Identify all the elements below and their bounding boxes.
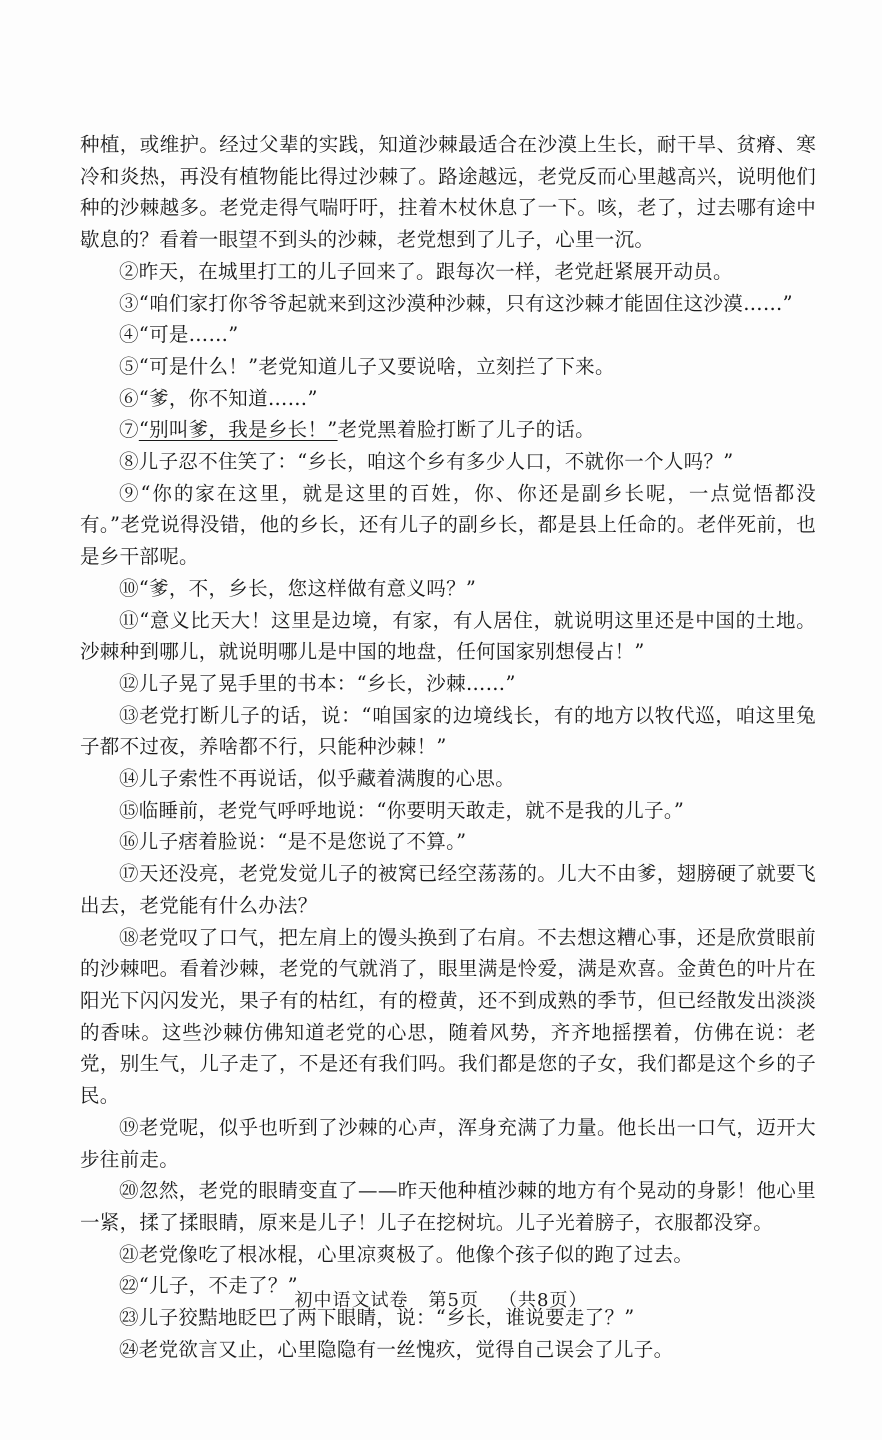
paragraph-15: ⑮临睡前，老党气呼呼地说：“你要明天敢走，就不是我的儿子。”: [119, 798, 685, 822]
paragraph-5: ⑤“可是什么！”老党知道儿子又要说啥，立刻拦了下来。: [119, 354, 615, 378]
paragraph-4: ④“可是……”: [119, 323, 239, 347]
paragraph-2: ②昨天，在城里打工的儿子回来了。跟每次一样，老党赶紧展开动员。: [119, 259, 733, 283]
paragraph-22: ㉒“儿子，不走了？”: [119, 1274, 298, 1298]
paragraph-20: ⑳忽然，老党的眼睛变直了——昨天他种植沙棘的地方有个晃动的身影！他心里一紧，揉了揉眼睛，原来是儿子！儿子在挖树坑。儿子光着膀子，衣服都没穿。: [80, 1179, 816, 1234]
paragraph-18: ⑱老党叹了口气，把左肩上的馒头换到了右肩。不去想这糟心事，还是欣赏眼前的沙棘吧。看着沙棘，老党的气就消了，眼里满是怜爱，满是欢喜。金黄色的叶片在阳光下闪闪发光，果子有的枯红，有的橙黄，还不到成熟的季节，但已经散发出淡淡的香味。这些沙棘仿佛知道老党的心思，随着风势，齐齐地摇摆着，仿佛在说：老党，别生气，儿子走了，不是还有我们吗。我们都是您的子女，我们都是这个乡的子民。: [80, 925, 816, 1108]
paragraph-13: ⑬老党打断儿子的话，说：“咱国家的边境线长，有的地方以牧代巡，咱这里兔子都不过夜，养啥都不行，只能种沙棘！”: [80, 703, 816, 759]
paragraph-3: ③“咱们家打你爷爷起就来到这沙漠种沙棘，只有这沙棘才能固住这沙漠……”: [119, 291, 793, 315]
paragraph-1-continuation: 种植，或维护。经过父辈的实践，知道沙棘最适合在沙漠上生长，耐干旱、贫瘠、寒冷和炎热，再没有植物能比得过沙棘了。路途越远，老党反而心里越高兴，说明他们种的沙棘越多。老党走得气喘吁吁，拄着木杖休息了一下。咳，老了，过去哪有途中歇息的？看着一眼望不到头的沙棘，老党想到了儿子，心里一沉。: [80, 133, 816, 252]
paragraph-17: ⑰天还没亮，老党发觉儿子的被窝已经空荡荡的。儿大不由爹，翅膀硬了就要飞出去，老党能有什么办法？: [80, 862, 816, 917]
paragraph-7-rest: 老党黑着脸打断了儿子的话。: [337, 418, 595, 442]
footer-page-number: 第5页: [428, 1290, 479, 1311]
article-body: [80, 129, 816, 1365]
footer-title: 初中语文试卷: [294, 1290, 409, 1311]
paragraph-6: ⑥“爹，你不知道……”: [119, 386, 318, 410]
paragraph-21: ㉑老党像吃了根冰棍，心里凉爽极了。他像个孩子似的跑了过去。: [119, 1242, 694, 1266]
underlined-quote: “别叫爹，我是乡长！”: [138, 418, 338, 442]
paragraph-19: ⑲老党呢，似乎也听到了沙棘的心声，浑身充满了力量。他长出一口气，迈开大步往前走。: [80, 1115, 816, 1171]
paragraph-11: ⑪“意义比天大！这里是边境，有家，有人居住，就说明这里还是中国的土地。沙棘种到哪儿，就说明哪儿是中国的地盘，任何国家别想侵占！”: [80, 608, 816, 664]
paragraph-10: ⑩“爹，不，乡长，您这样做有意义吗？”: [119, 576, 477, 600]
paragraph-24: ㉔老党欲言又止，心里隐隐有一丝愧疚，觉得自己误会了儿子。: [119, 1337, 674, 1361]
footer-total-pages: （共8页）: [499, 1290, 588, 1311]
paragraph-16: ⑯儿子痞着脸说：“是不是您说了不算。”: [119, 830, 467, 854]
paragraph-8: ⑧儿子忍不住笑了：“乡长，咱这个乡有多少人口，不就你一个人吗？”: [119, 450, 734, 474]
paragraph-9: ⑨“你的家在这里，就是这里的百姓，你、你还是副乡长呢，一点觉悟都没有。”老党说得没错，他的乡长，还有儿子的副乡长，都是县上任命的。老伴死前，也是乡干部呢。: [80, 481, 816, 569]
page-footer: [0, 1286, 882, 1312]
paragraph-12: ⑫儿子晃了晃手里的书本：“乡长，沙棘……”: [119, 671, 516, 695]
paragraph-7-marker: ⑦: [119, 418, 139, 442]
paragraph-7: [80, 414, 816, 446]
paragraph-23: ㉓儿子狡黠地眨巴了两下眼睛，说：“乡长，谁说要走了？”: [119, 1306, 635, 1330]
paragraph-14: ⑭儿子索性不再说话，似乎藏着满腹的心思。: [119, 767, 516, 791]
